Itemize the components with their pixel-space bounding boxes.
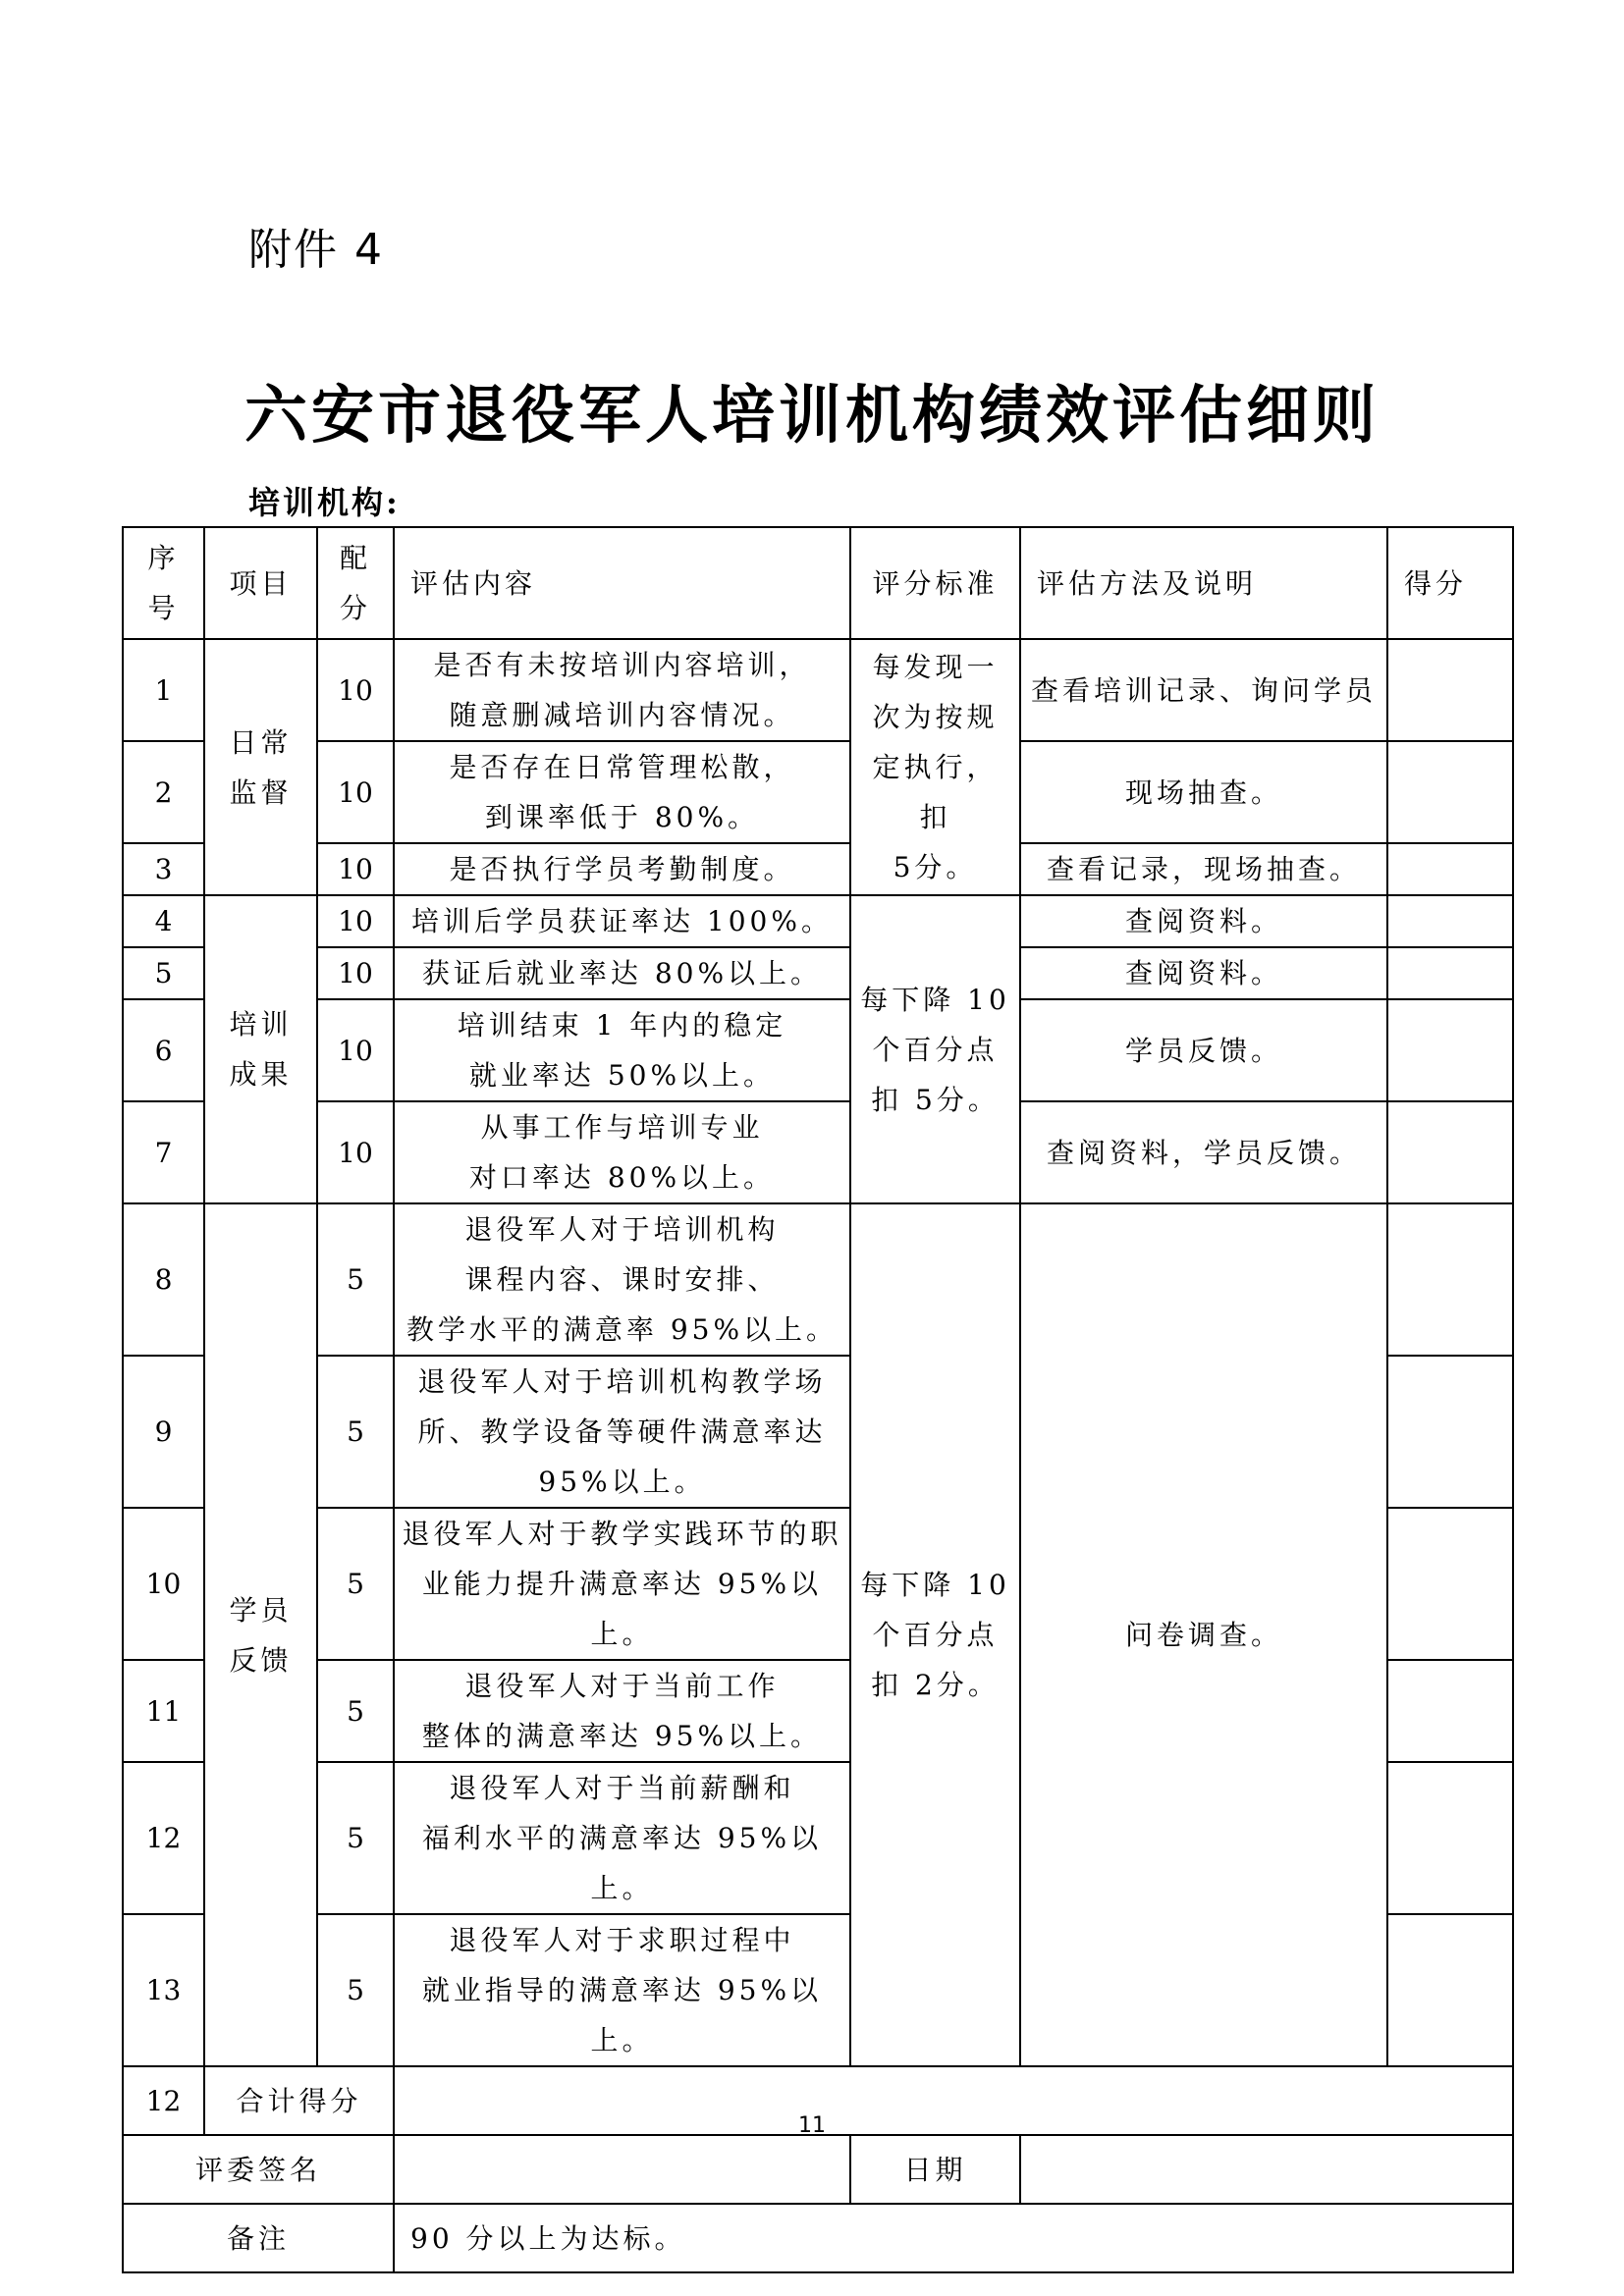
row-number: 10 bbox=[123, 1508, 204, 1660]
remarks-row bbox=[123, 2204, 1513, 2272]
row-number: 9 bbox=[123, 1356, 204, 1508]
score-cell[interactable] bbox=[1387, 1101, 1513, 1203]
row-points: 5 bbox=[317, 1203, 394, 1356]
score-cell[interactable] bbox=[1387, 895, 1513, 947]
group-standard: 每下降 10 个百分点 扣 2分。 bbox=[850, 1203, 1020, 2066]
score-cell[interactable] bbox=[1387, 1914, 1513, 2066]
row-content: 退役军人对于培训机构教学场 所、教学设备等硬件满意率达 95%以上。 bbox=[394, 1356, 850, 1508]
score-cell[interactable] bbox=[1387, 947, 1513, 999]
row-points: 10 bbox=[317, 895, 394, 947]
row-points: 5 bbox=[317, 1508, 394, 1660]
remarks-text: 90 分以上为达标。 bbox=[394, 2204, 1513, 2272]
remarks-label: 备注 bbox=[123, 2204, 394, 2272]
date-cell[interactable] bbox=[1020, 2135, 1513, 2204]
score-cell[interactable] bbox=[1387, 1356, 1513, 1508]
header-seq: 序 号 bbox=[123, 527, 204, 639]
score-cell[interactable] bbox=[1387, 639, 1513, 741]
score-cell[interactable] bbox=[1387, 1508, 1513, 1660]
signature-row bbox=[123, 2135, 1513, 2204]
row-method: 查阅资料。 bbox=[1020, 947, 1387, 999]
header-points: 配 分 bbox=[317, 527, 394, 639]
table-row bbox=[123, 1203, 1513, 1356]
total-number: 12 bbox=[123, 2066, 204, 2135]
row-method: 查看培训记录、询问学员 bbox=[1020, 639, 1387, 741]
row-method: 查看记录，现场抽查。 bbox=[1020, 843, 1387, 895]
row-content: 退役军人对于教学实践环节的职 业能力提升满意率达 95%以上。 bbox=[394, 1508, 850, 1660]
row-points: 5 bbox=[317, 1356, 394, 1508]
row-number: 8 bbox=[123, 1203, 204, 1356]
attachment-label: 附件 4 bbox=[248, 225, 384, 275]
row-points: 5 bbox=[317, 1660, 394, 1762]
score-cell[interactable] bbox=[1387, 999, 1513, 1101]
group-standard: 每发现一 次为按规 定执行，扣 5分。 bbox=[850, 639, 1020, 895]
table-row bbox=[123, 639, 1513, 741]
row-number: 7 bbox=[123, 1101, 204, 1203]
table-row bbox=[123, 947, 1513, 999]
row-content: 退役军人对于当前工作 整体的满意率达 95%以上。 bbox=[394, 1660, 850, 1762]
row-points: 10 bbox=[317, 1101, 394, 1203]
table-header-row bbox=[123, 527, 1513, 639]
header-content: 评估内容 bbox=[394, 527, 850, 639]
score-cell[interactable] bbox=[1387, 741, 1513, 843]
training-org-label: 培训机构: bbox=[248, 484, 401, 521]
score-cell[interactable] bbox=[1387, 1203, 1513, 1356]
document-title: 六安市退役军人培训机构绩效评估细则 bbox=[244, 379, 1380, 453]
total-label: 合计得分 bbox=[204, 2066, 394, 2135]
row-number: 13 bbox=[123, 1914, 204, 2066]
row-points: 10 bbox=[317, 741, 394, 843]
group-daily-supervision: 日常 监督 bbox=[204, 639, 317, 895]
row-content: 是否执行学员考勤制度。 bbox=[394, 843, 850, 895]
row-number: 11 bbox=[123, 1660, 204, 1762]
row-number: 3 bbox=[123, 843, 204, 895]
row-number: 12 bbox=[123, 1762, 204, 1914]
row-points: 5 bbox=[317, 1762, 394, 1914]
score-cell[interactable] bbox=[1387, 1762, 1513, 1914]
row-number: 6 bbox=[123, 999, 204, 1101]
table-row bbox=[123, 1101, 1513, 1203]
header-standard: 评分标准 bbox=[850, 527, 1020, 639]
group-trainee-feedback: 学员 反馈 bbox=[204, 1203, 317, 2066]
header-method: 评估方法及说明 bbox=[1020, 527, 1387, 639]
date-label: 日期 bbox=[850, 2135, 1020, 2204]
row-content: 获证后就业率达 80%以上。 bbox=[394, 947, 850, 999]
row-points: 10 bbox=[317, 947, 394, 999]
row-content: 是否有未按培训内容培训， 随意删减培训内容情况。 bbox=[394, 639, 850, 741]
row-content: 从事工作与培训专业 对口率达 80%以上。 bbox=[394, 1101, 850, 1203]
row-method: 学员反馈。 bbox=[1020, 999, 1387, 1101]
row-points: 10 bbox=[317, 639, 394, 741]
row-content: 培训结束 1 年内的稳定 就业率达 50%以上。 bbox=[394, 999, 850, 1101]
row-points: 5 bbox=[317, 1914, 394, 2066]
row-content: 退役军人对于培训机构 课程内容、课时安排、 教学水平的满意率 95%以上。 bbox=[394, 1203, 850, 1356]
row-content: 培训后学员获证率达 100%。 bbox=[394, 895, 850, 947]
signature-cell[interactable] bbox=[394, 2135, 850, 2204]
table-row bbox=[123, 895, 1513, 947]
group-method: 问卷调查。 bbox=[1020, 1203, 1387, 2066]
header-item: 项目 bbox=[204, 527, 317, 639]
table-row bbox=[123, 999, 1513, 1101]
row-method: 查阅资料，学员反馈。 bbox=[1020, 1101, 1387, 1203]
row-number: 4 bbox=[123, 895, 204, 947]
score-cell[interactable] bbox=[1387, 1660, 1513, 1762]
header-score: 得分 bbox=[1387, 527, 1513, 639]
group-training-results: 培训 成果 bbox=[204, 895, 317, 1203]
row-points: 10 bbox=[317, 999, 394, 1101]
page-number: 11 bbox=[798, 2113, 826, 2138]
signature-label: 评委签名 bbox=[123, 2135, 394, 2204]
row-number: 1 bbox=[123, 639, 204, 741]
row-method: 现场抽查。 bbox=[1020, 741, 1387, 843]
table-row bbox=[123, 741, 1513, 843]
row-number: 5 bbox=[123, 947, 204, 999]
row-content: 退役军人对于当前薪酬和 福利水平的满意率达 95%以上。 bbox=[394, 1762, 850, 1914]
row-method: 查阅资料。 bbox=[1020, 895, 1387, 947]
score-cell[interactable] bbox=[1387, 843, 1513, 895]
row-points: 10 bbox=[317, 843, 394, 895]
table-row bbox=[123, 843, 1513, 895]
row-content: 退役军人对于求职过程中 就业指导的满意率达 95%以上。 bbox=[394, 1914, 850, 2066]
row-content: 是否存在日常管理松散， 到课率低于 80%。 bbox=[394, 741, 850, 843]
evaluation-table bbox=[122, 526, 1514, 2273]
row-number: 2 bbox=[123, 741, 204, 843]
group-standard: 每下降 10 个百分点 扣 5分。 bbox=[850, 895, 1020, 1203]
